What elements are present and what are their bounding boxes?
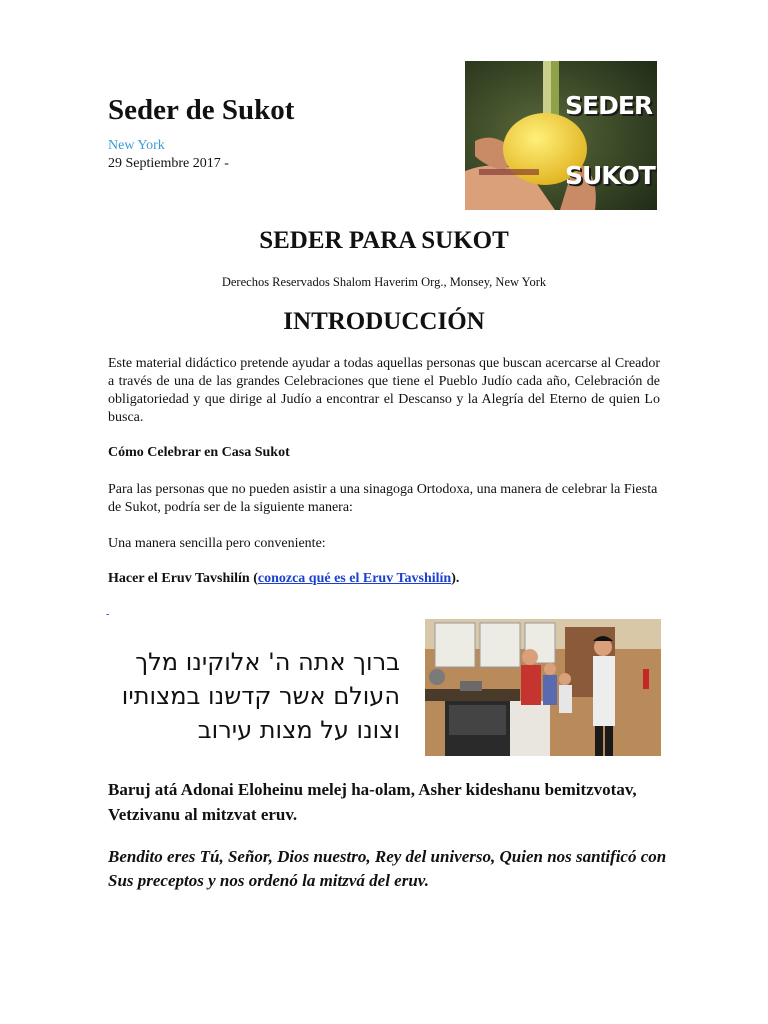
location-text: New York bbox=[108, 138, 165, 153]
stray-link[interactable]: - bbox=[106, 609, 110, 620]
eruv-line bbox=[108, 570, 459, 588]
seder-sukot-image bbox=[465, 61, 657, 210]
section-heading: INTRODUCCIÓN bbox=[283, 308, 485, 335]
rights-notice: Derechos Reservados Shalom Haverim Org., Monsey, New York bbox=[221, 275, 547, 289]
main-heading: SEDER PARA SUKOT bbox=[259, 227, 509, 254]
eruv-text-before: Hacer el Eruv Tavshilín ( bbox=[108, 571, 258, 586]
kitchen-scene bbox=[425, 619, 661, 756]
cover-text-seder: SEDER bbox=[565, 91, 653, 120]
hebrew-line-2: העולם אשר קדשנו במצותיו bbox=[121, 682, 400, 710]
translation: Bendito eres Tú, Señor, Dios nuestro, Rey del universo, Quien nos santificó con Sus preceptos y nos ordenó la mitzvá del eruv. bbox=[108, 847, 667, 890]
family-kitchen-photo bbox=[425, 619, 661, 756]
hebrew-line-3: וצונו על מצות עירוב bbox=[197, 716, 400, 744]
paragraph-2: Para las personas que no pueden asistir a una sinagoga Ortodoxa, una manera de celebrar la Fiesta de Sukot, podría ser de la siguiente manera: bbox=[108, 482, 658, 515]
document-title: Seder de Sukot bbox=[108, 94, 295, 126]
transliteration: Baruj atá Adonai Eloheinu melej ha-olam, Asher kideshanu bemitzvotav, Vetzivanu al mitzvat eruv. bbox=[108, 780, 637, 824]
subheading: Cómo Celebrar en Casa Sukot bbox=[108, 445, 290, 460]
paragraph-3: Una manera sencilla pero conveniente: bbox=[108, 536, 326, 551]
hebrew-blessing bbox=[100, 645, 400, 747]
intro-paragraph: Este material didáctico pretende ayudar a todas aquellas personas que buscan acercarse al Creador a través de una de las grandes Celebraciones que tiene el Pueblo Judío cada año, Celebración de obligatoriedad y que dirige al Judío a encontrar el Descanso y la Alegría del Eterno de quien Lo busca. bbox=[108, 356, 660, 425]
date-text: 29 Septiembre 2017 - bbox=[108, 156, 229, 171]
hebrew-line-1: ברוך אתה ה' אלוקינו מלך bbox=[135, 648, 400, 676]
eruv-text-after: ). bbox=[451, 571, 460, 586]
eruv-link[interactable]: conozca qué es el Eruv Tavshilín bbox=[257, 571, 452, 586]
cover-text-sukot: SUKOT bbox=[565, 161, 655, 190]
